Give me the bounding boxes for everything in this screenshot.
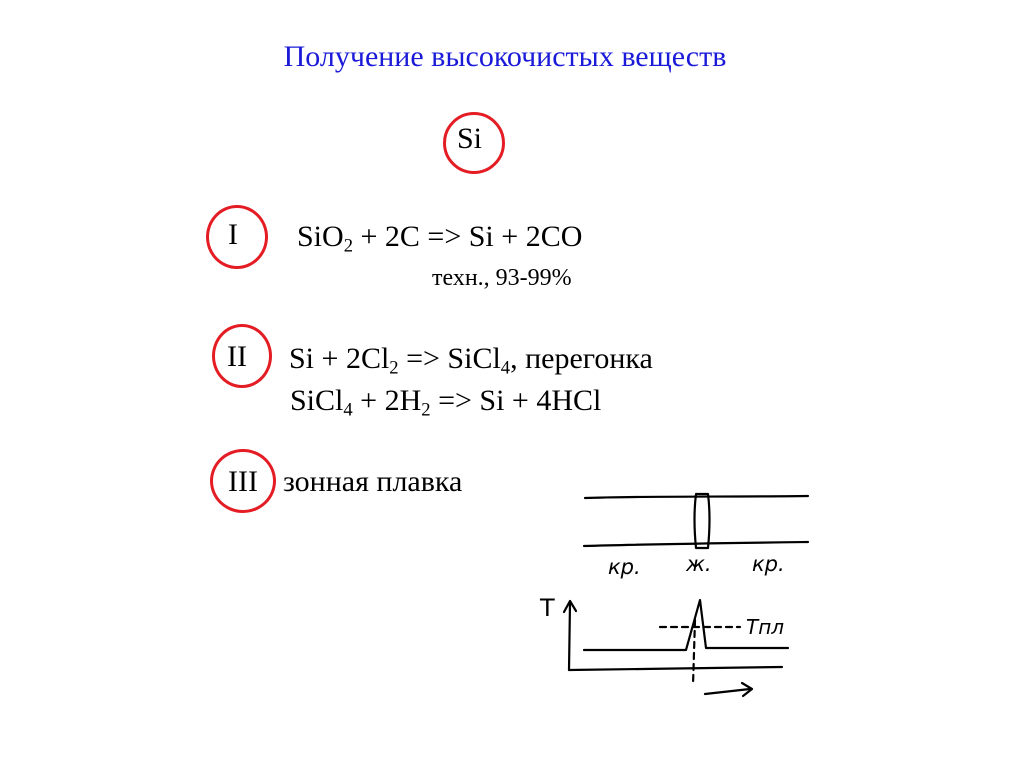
eq-part: + 2C => Si + 2CO bbox=[352, 220, 583, 253]
step-3-text: зонная плавка bbox=[283, 465, 463, 498]
step-2-equation-1 bbox=[289, 342, 653, 379]
zone-label-solid-right: кр. bbox=[752, 552, 785, 576]
molten-zone bbox=[695, 494, 710, 548]
axis-label-t: T bbox=[540, 594, 555, 622]
eq-subscript: 4 bbox=[343, 399, 353, 421]
eq-subscript: 2 bbox=[389, 357, 399, 379]
step-2-numeral: II bbox=[227, 340, 247, 373]
eq-subscript: 2 bbox=[343, 235, 353, 257]
eq-part: => Si + 4HCl bbox=[430, 384, 602, 417]
eq-part: Si + 2Cl bbox=[289, 342, 390, 375]
step-3-numeral: III bbox=[228, 465, 258, 498]
eq-part: , перегонка bbox=[510, 342, 653, 375]
x-axis bbox=[569, 667, 782, 670]
step-1-equation bbox=[297, 220, 583, 257]
eq-subscript: 4 bbox=[500, 357, 511, 379]
page-title: Получение высокочистых веществ bbox=[283, 40, 727, 73]
zone-melting-sketch bbox=[520, 470, 820, 710]
y-axis bbox=[569, 603, 570, 670]
step-2-equation-2 bbox=[290, 384, 602, 421]
zone-center-line bbox=[693, 620, 695, 685]
eq-part: SiO bbox=[297, 220, 344, 253]
eq-subscript: 2 bbox=[421, 399, 431, 421]
movement-arrow bbox=[705, 689, 750, 694]
eq-part: => SiCl bbox=[398, 342, 501, 375]
zone-label-solid-left: кр. bbox=[608, 555, 641, 579]
step-1-note: техн., 93-99% bbox=[432, 265, 572, 291]
eq-part: + 2H bbox=[352, 384, 422, 417]
zone-label-liquid: ж. bbox=[686, 552, 712, 576]
eq-part: SiCl bbox=[290, 384, 344, 417]
element-symbol: Si bbox=[457, 122, 483, 155]
melt-temperature-label: Тпл bbox=[746, 615, 785, 639]
step-1-numeral: I bbox=[228, 218, 238, 251]
